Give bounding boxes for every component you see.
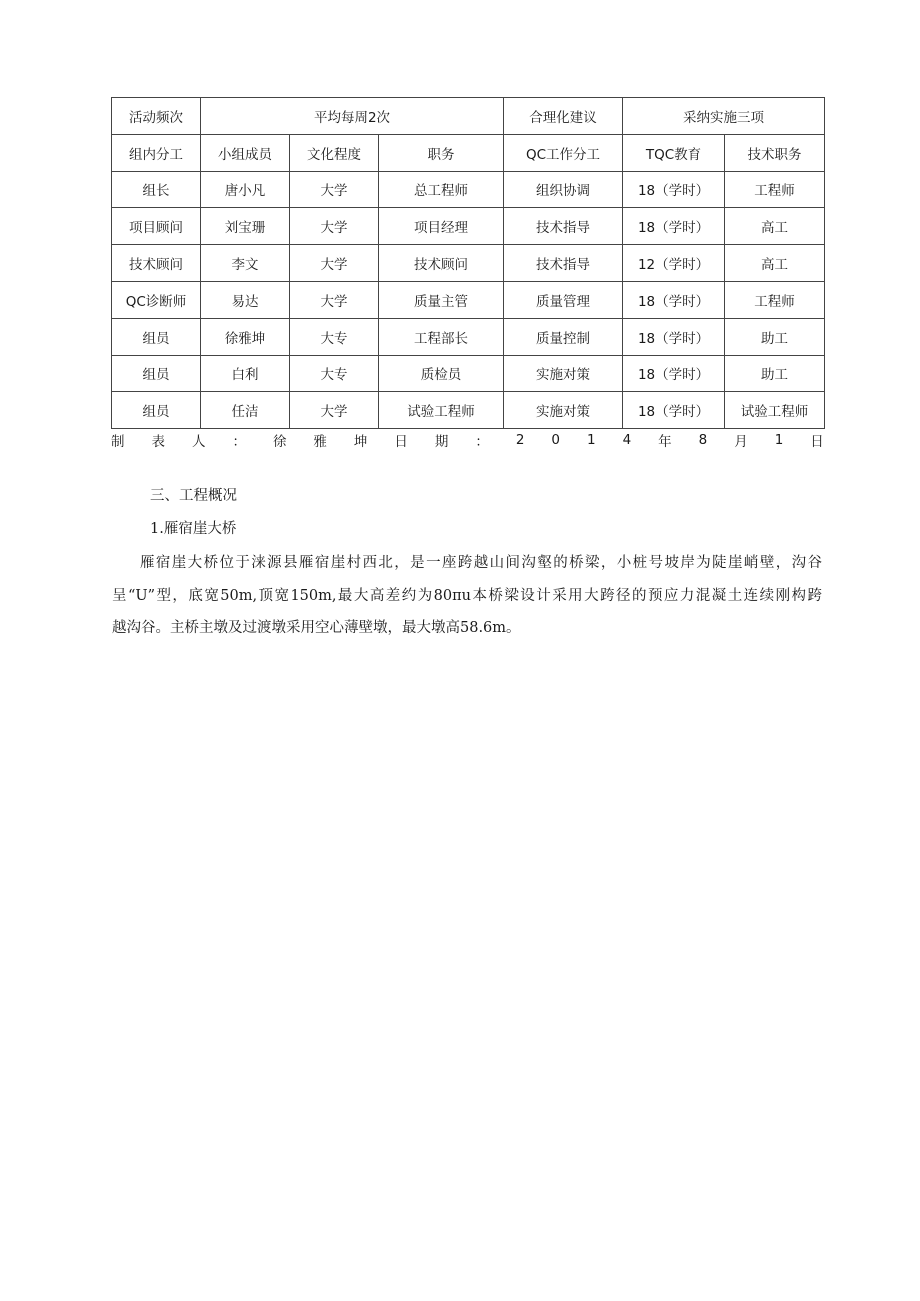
table-row-activity <box>112 98 825 135</box>
table-cell: 技术顾问 <box>112 245 201 282</box>
table-cell: 实施对策 <box>504 392 623 429</box>
table-cell: 质检员 <box>379 355 504 392</box>
paragraph-line: 越沟谷。主桥主墩及过渡墩采用空心薄壁墩，最大墩高58.6m。 <box>112 620 521 636</box>
subsection-title: 1.雁宿崖大桥 <box>150 521 237 537</box>
table-row <box>112 208 825 245</box>
table-cell: 工程师 <box>725 171 825 208</box>
activity-frequency-label: 活动频次 <box>112 98 201 135</box>
sign-line-char: ： <box>475 434 489 450</box>
table-cell: 刘宝珊 <box>201 208 290 245</box>
table-cell: 唐小凡 <box>201 171 290 208</box>
table-cell: 组员 <box>112 392 201 429</box>
sign-line-char: ： <box>232 434 246 450</box>
paragraph-line: 雁宿崖大桥位于涞源县雁宿崖村西北，是一座跨越山间沟壑的桥梁，小桩号坡岸为陡崖峭壁，沟谷 <box>140 555 822 571</box>
table-row <box>112 392 825 429</box>
table-cell: 组长 <box>112 171 201 208</box>
table-cell: 组员 <box>112 355 201 392</box>
header-cell: 技术职务 <box>725 134 825 171</box>
sign-line-char: 日 <box>394 434 408 450</box>
sign-line-char: 日 <box>810 434 824 450</box>
suggestion-value: 采纳实施三项 <box>623 98 825 135</box>
table-cell: 大专 <box>290 355 379 392</box>
table-cell: 大学 <box>290 171 379 208</box>
table-cell: 技术指导 <box>504 245 623 282</box>
table-cell: 白利 <box>201 355 290 392</box>
table-cell: 试验工程师 <box>379 392 504 429</box>
sign-line-char: 1 <box>587 432 596 448</box>
sign-line-char: 制 <box>111 434 125 450</box>
header-cell: 职务 <box>379 134 504 171</box>
table-row <box>112 171 825 208</box>
table-cell: 18（学时） <box>623 392 725 429</box>
sign-line-char: 4 <box>622 432 632 448</box>
table-cell: 项目顾问 <box>112 208 201 245</box>
sign-line-char: 人 <box>191 434 206 450</box>
header-cell: TQC教育 <box>623 134 725 171</box>
sign-line-char: 雅 <box>313 434 327 450</box>
table-cell: QC诊断师 <box>112 281 201 318</box>
table-cell: 工程师 <box>725 281 825 318</box>
paragraph-line: 呈“U”型，底宽50m,顶宽150m,最大高差约为80πu本桥梁设计采用大跨径的预应力混凝土连续刚构跨 <box>112 587 822 604</box>
table-cell: 质量控制 <box>504 318 623 355</box>
activity-frequency-value: 平均每周2次 <box>201 98 504 135</box>
table-cell: 助工 <box>725 355 825 392</box>
table-row <box>112 355 825 392</box>
table-row <box>112 318 825 355</box>
table-cell: 大学 <box>290 281 379 318</box>
table-cell: 徐雅坤 <box>201 318 290 355</box>
table-cell: 工程部长 <box>379 318 504 355</box>
sign-line-char: 0 <box>551 432 561 448</box>
table-cell: 助工 <box>725 318 825 355</box>
table-cell: 组织协调 <box>504 171 623 208</box>
table-row <box>112 281 825 318</box>
table-cell: 总工程师 <box>379 171 504 208</box>
table-cell: 组员 <box>112 318 201 355</box>
sign-line <box>111 430 824 450</box>
sign-line-char: 2 <box>515 432 525 448</box>
qc-team-table <box>111 97 825 429</box>
table-cell: 12（学时） <box>623 245 725 282</box>
sign-line-char: 表 <box>151 434 165 450</box>
table-cell: 大专 <box>290 318 379 355</box>
table-cell: 大学 <box>290 208 379 245</box>
table-cell: 18（学时） <box>623 171 725 208</box>
section-title: 三、工程概况 <box>150 488 237 504</box>
sign-line-char: 8 <box>698 432 708 448</box>
table-cell: 质量主管 <box>379 281 504 318</box>
table-cell: 任洁 <box>201 392 290 429</box>
table-cell: 试验工程师 <box>725 392 825 429</box>
table-cell: 技术顾问 <box>379 245 504 282</box>
table-cell: 实施对策 <box>504 355 623 392</box>
table-cell: 18（学时） <box>623 355 725 392</box>
suggestion-label: 合理化建议 <box>504 98 623 135</box>
table-cell: 18（学时） <box>623 318 725 355</box>
header-cell: 组内分工 <box>112 134 201 171</box>
header-cell: QC工作分工 <box>504 134 623 171</box>
table-cell: 项目经理 <box>379 208 504 245</box>
table-cell: 18（学时） <box>623 281 725 318</box>
table-cell: 18（学时） <box>623 208 725 245</box>
header-cell: 文化程度 <box>290 134 379 171</box>
header-cell: 小组成员 <box>201 134 290 171</box>
table-cell: 技术指导 <box>504 208 623 245</box>
sign-line-char: 月 <box>734 434 748 450</box>
overview-paragraph <box>112 547 822 645</box>
table-cell: 李文 <box>201 245 290 282</box>
sign-line-char: 1 <box>774 432 784 448</box>
table-cell: 高工 <box>725 208 825 245</box>
table-cell: 大学 <box>290 392 379 429</box>
table-cell: 易达 <box>201 281 290 318</box>
sign-line-char: 年 <box>658 434 672 450</box>
table-row <box>112 245 825 282</box>
table-cell: 质量管理 <box>504 281 623 318</box>
table-header-row <box>112 134 825 171</box>
sign-line-char: 期 <box>434 434 449 450</box>
sign-line-char: 徐 <box>272 434 287 450</box>
table-cell: 大学 <box>290 245 379 282</box>
sign-line-char: 坤 <box>353 434 368 450</box>
table-cell: 高工 <box>725 245 825 282</box>
